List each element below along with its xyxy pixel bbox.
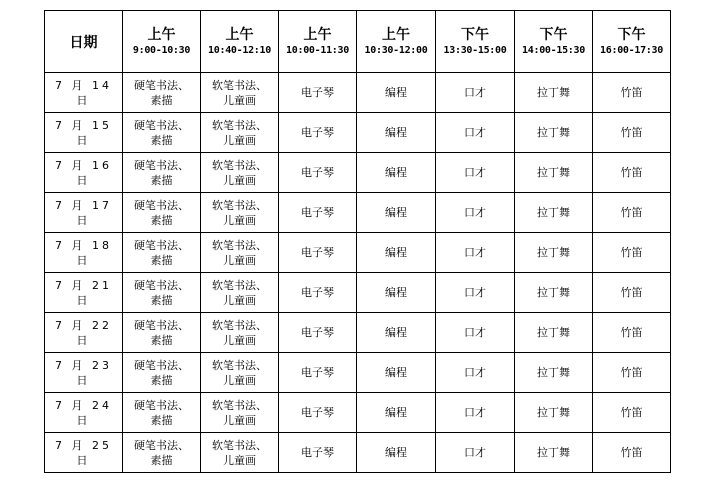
course-name: 电子琴 [301,126,334,139]
course-name: 软笔书法、 [212,318,267,332]
course-name: 竹笛 [620,286,643,299]
course-name: 竹笛 [620,446,643,459]
course-name: 硬笔书法、 [134,438,189,452]
course-cell [123,393,201,433]
slot-period: 上午 [147,26,176,43]
course-name: 编程 [385,406,407,419]
course-name: 软笔书法、 [212,278,267,292]
slot-time: 10:30-12:00 [364,44,428,56]
course-name: 电子琴 [301,446,334,459]
course-cell [357,113,436,153]
course-name: 拉丁舞 [537,366,570,379]
course-cell [279,113,357,153]
course-name: 口才 [464,206,486,219]
course-name: 软笔书法、 [212,358,267,372]
course-cell [123,153,201,193]
course-name: 编程 [385,126,407,139]
course-name: 电子琴 [301,166,334,179]
table-row [45,73,671,113]
course-name: 竹笛 [620,326,643,339]
course-name: 素描 [150,253,173,267]
slot-header [357,11,436,73]
course-name: 素描 [150,453,173,467]
slot-time: 9:00-10:30 [132,44,191,56]
course-cell [123,73,201,113]
course-cell [515,393,593,433]
course-cell [593,233,671,273]
course-name: 口才 [464,286,486,299]
course-cell [593,273,671,313]
date-cell: 7 月 14 日 [45,73,123,113]
course-name: 竹笛 [620,166,643,179]
slot-period: 下午 [617,26,646,43]
course-name: 电子琴 [301,86,334,99]
course-cell [593,153,671,193]
course-name: 素描 [150,333,173,347]
course-name: 硬笔书法、 [134,158,189,172]
slot-time: 16:00-17:30 [600,44,663,56]
slot-time: 13:30-15:00 [443,44,507,56]
course-name: 编程 [385,166,407,179]
course-cell [123,313,201,353]
course-name: 口才 [464,366,486,379]
course-cell [593,393,671,433]
course-cell [436,113,515,153]
course-cell [357,233,436,273]
table-row [45,233,671,273]
course-name: 素描 [150,173,173,187]
course-cell [123,433,201,473]
course-name: 拉丁舞 [537,246,570,259]
course-name: 编程 [385,286,407,299]
course-name: 电子琴 [301,366,334,379]
table-row [45,313,671,353]
course-cell [515,433,593,473]
slot-header [123,11,201,73]
course-cell [593,353,671,393]
course-name: 儿童画 [223,173,256,187]
course-name: 拉丁舞 [537,206,570,219]
course-name: 儿童画 [223,333,256,347]
course-cell [436,273,515,313]
course-name: 软笔书法、 [212,78,267,92]
course-name: 儿童画 [223,413,256,427]
course-name: 电子琴 [301,246,334,259]
course-cell [515,353,593,393]
course-name: 拉丁舞 [537,286,570,299]
course-cell [436,153,515,193]
course-cell [123,113,201,153]
course-name: 软笔书法、 [212,118,267,132]
course-cell [436,433,515,473]
course-name: 电子琴 [301,286,334,299]
course-name: 口才 [464,406,486,419]
table-row [45,153,671,193]
slot-header [436,11,515,73]
course-name: 编程 [385,86,407,99]
date-cell: 7 月 15 日 [45,113,123,153]
course-cell [357,433,436,473]
course-name: 拉丁舞 [537,446,570,459]
course-cell [201,113,279,153]
course-name: 硬笔书法、 [134,198,189,212]
course-cell [201,233,279,273]
course-cell [357,313,436,353]
course-name: 拉丁舞 [537,326,570,339]
course-cell [357,393,436,433]
course-cell [515,153,593,193]
course-cell [201,313,279,353]
course-name: 竹笛 [620,86,643,99]
course-name: 口才 [464,246,486,259]
course-cell [436,353,515,393]
course-name: 编程 [385,246,407,259]
course-cell [436,393,515,433]
schedule-table [44,10,671,473]
course-name: 口才 [464,126,486,139]
course-name: 素描 [150,133,173,147]
course-name: 拉丁舞 [537,126,570,139]
slot-period: 下午 [539,26,568,43]
course-name: 口才 [464,86,486,99]
course-name: 儿童画 [223,133,256,147]
course-cell [593,433,671,473]
slot-time: 10:40-12:10 [208,44,271,56]
course-name: 软笔书法、 [212,238,267,252]
slot-period: 下午 [461,26,489,43]
course-cell [515,273,593,313]
slot-period: 上午 [382,26,410,43]
course-name: 编程 [385,366,407,379]
course-name: 电子琴 [301,206,334,219]
slot-period: 上午 [225,26,254,43]
course-name: 儿童画 [223,253,256,267]
course-name: 软笔书法、 [212,398,267,412]
course-name: 拉丁舞 [537,86,570,99]
slot-time: 10:00-11:30 [286,44,349,56]
course-name: 硬笔书法、 [134,358,189,372]
course-cell [357,153,436,193]
course-name: 软笔书法、 [212,198,267,212]
course-cell [515,313,593,353]
course-cell [515,73,593,113]
course-name: 素描 [150,293,173,307]
table-row [45,393,671,433]
course-name: 电子琴 [301,406,334,419]
schedule-body [45,73,671,473]
date-cell: 7 月 24 日 [45,393,123,433]
course-name: 口才 [464,166,486,179]
course-cell [279,73,357,113]
course-cell [357,273,436,313]
course-cell [436,313,515,353]
course-cell [593,313,671,353]
course-name: 儿童画 [223,93,256,107]
course-cell [593,193,671,233]
course-cell [593,73,671,113]
course-name: 硬笔书法、 [134,318,189,332]
course-name: 硬笔书法、 [134,238,189,252]
date-cell: 7 月 22 日 [45,313,123,353]
course-cell [201,273,279,313]
course-cell [201,153,279,193]
course-cell [201,73,279,113]
course-name: 竹笛 [620,126,643,139]
slot-header [593,11,671,73]
date-cell: 7 月 21 日 [45,273,123,313]
course-cell [279,273,357,313]
course-name: 拉丁舞 [537,166,570,179]
course-name: 硬笔书法、 [134,278,189,292]
course-name: 软笔书法、 [212,158,267,172]
course-cell [436,193,515,233]
course-cell [123,193,201,233]
slot-header [279,11,357,73]
table-row [45,433,671,473]
course-cell [123,233,201,273]
course-name: 竹笛 [620,246,643,259]
course-cell [279,233,357,273]
table-row [45,273,671,313]
course-cell [436,233,515,273]
course-name: 硬笔书法、 [134,78,189,92]
course-name: 软笔书法、 [212,438,267,452]
course-cell [357,73,436,113]
course-cell [279,193,357,233]
date-column-header [45,11,123,73]
course-name: 素描 [150,213,173,227]
date-cell: 7 月 17 日 [45,193,123,233]
date-header-label: 日期 [69,34,98,51]
table-row [45,113,671,153]
course-name: 儿童画 [223,213,256,227]
course-cell [279,433,357,473]
course-cell [123,273,201,313]
header-row [45,11,671,73]
course-name: 硬笔书法、 [134,118,189,132]
slot-header [201,11,279,73]
date-cell: 7 月 25 日 [45,433,123,473]
course-name: 编程 [385,446,407,459]
course-cell [279,393,357,433]
course-cell [515,113,593,153]
course-name: 儿童画 [223,453,256,467]
course-cell [515,233,593,273]
course-cell [279,153,357,193]
course-cell [515,193,593,233]
date-cell: 7 月 16 日 [45,153,123,193]
course-name: 口才 [464,446,486,459]
course-cell [357,193,436,233]
course-cell [593,113,671,153]
slot-header [515,11,593,73]
course-name: 素描 [150,413,173,427]
course-cell [201,193,279,233]
course-name: 硬笔书法、 [134,398,189,412]
table-row [45,193,671,233]
table-row [45,353,671,393]
course-cell [279,353,357,393]
course-name: 素描 [150,93,173,107]
course-name: 竹笛 [620,406,643,419]
course-cell [201,433,279,473]
course-cell [357,353,436,393]
course-name: 素描 [150,373,173,387]
date-cell: 7 月 23 日 [45,353,123,393]
course-cell [436,73,515,113]
course-name: 竹笛 [620,366,643,379]
slot-time: 14:00-15:30 [522,44,585,56]
course-name: 拉丁舞 [537,406,570,419]
course-name: 儿童画 [223,373,256,387]
slot-period: 上午 [303,26,332,43]
course-cell [201,393,279,433]
course-name: 编程 [385,206,407,219]
course-name: 编程 [385,326,407,339]
course-name: 竹笛 [620,206,643,219]
course-name: 电子琴 [301,326,334,339]
course-cell [123,353,201,393]
course-name: 儿童画 [223,293,256,307]
course-cell [279,313,357,353]
date-cell: 7 月 18 日 [45,233,123,273]
course-cell [201,353,279,393]
course-name: 口才 [464,326,486,339]
